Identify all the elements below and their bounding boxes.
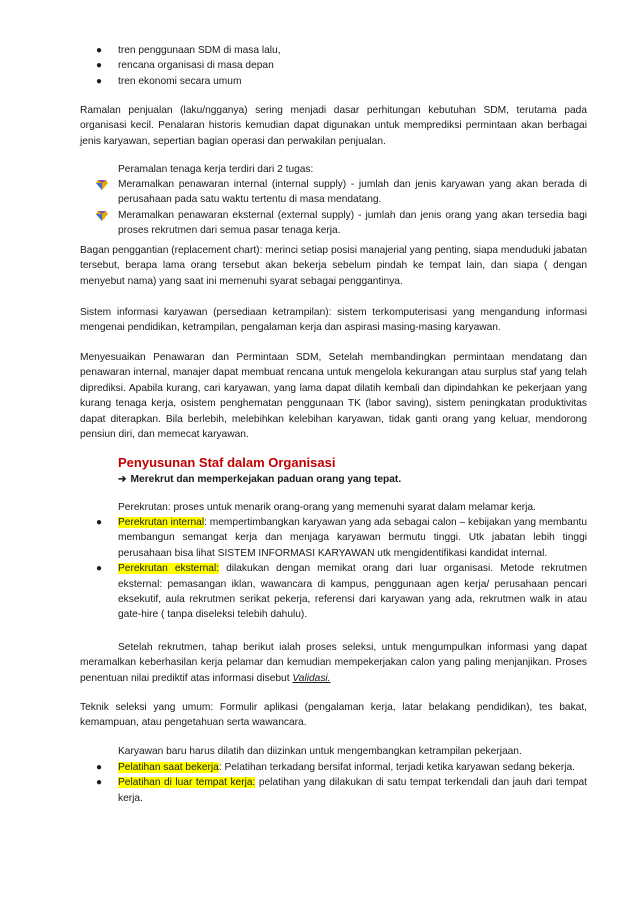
list-item: ● rencana organisasi di masa depan [96,58,587,73]
highlight-off-job-training: Pelatihan di luar tempat kerja: [118,777,256,789]
list-item: ● Pelatihan di luar tempat kerja: pelatihan yang dilakukan di satu tempat terkendali dan jauh dari tempat kerja. [96,777,588,804]
bullet-dot-icon: ● [96,762,103,773]
bullet-dot-icon: ● [96,563,103,575]
list-item: ● tren penggunaan SDM di masa lalu, [96,43,587,58]
replacement-chart-paragraph: Bagan penggantian (replacement chart): merinci setiap posisi manajerial yang penting, siapa menduduki jabatan tersebut, berapa lama orang tersebut akan bekerja sebelum pindah ke tempat lain, dan siapa ( dengan menyebut nama) yang saat ini memenuhi syarat sebagai penggantinya. [80,245,587,287]
section-heading: Penyusunan Staf dalam Organisasi [118,455,336,470]
highlight-on-job-training: Pelatihan saat bekerja [118,762,219,773]
selection-paragraph: Setelah rekrutmen, tahap berikut ialah proses seleksi, untuk mengumpulkan informasi yang dapat meramalkan keberhasilan kerja pelamar dan kemudian mempekerjakan calon yang paling menjanjikan. Proses penentuan nilai prediktif atas informasi disebut Validasi. [80,642,587,684]
selection-techniques-paragraph: Teknik seleksi yang umum: Formulir aplikasi (pengalaman kerja, latar belakang pendidikan), tes bakat, kemampuan, atau pengetahuan serta wawancara. [80,702,587,729]
validity-term: Validasi. [292,672,331,684]
list-item: ● tren ekonomi secara umum [96,74,587,89]
gem-bullet-icon [96,180,108,190]
recruitment-list [96,515,587,623]
list-item: Meramalkan penawaran eksternal (external supply) - jumlah dan jenis orang yang akan tersedia bagi proses rekrutmen dari semua pasar tenaga kerja. [118,208,587,239]
list-item: ● Perekrutan internal: mempertimbangkan karyawan yang ada sebagai calon – kebijakan yang membantu membangun semangat kerja dan menjaga karyawan bermutu tinggi. Utk jabatan lebih tinggi perusahaan bisa lihat SISTEM INFORMASI KARYAWAN utk mengidentifikasi kandidat internal. [96,517,588,559]
gem-bullet-icon [96,211,108,221]
supply-demand-paragraph: Menyesuaikan Penawaran dan Permintaan SDM, Setelah membandingkan permintaan mendatang dan penawaran internal, manajer dapat membuat rencana untuk mengelola kekurangan atau surplus staf yang telah diprediksi. Apabila kurang, cari karyawan, yang lama dapat dilatih kembali dan dipindahkan ke pekerjaan yang kurang tenaga kerja, osistem penghematan penggunaan TK (labor saving), sistem peningkatan produktivitas dapat diterapkan. Bila berlebih, melebihkan kelebihan karyawan, tidak ganti orang yang keluar, mendorong pensiun diri, dan memecat karyawan. [80,352,587,441]
bullet-dot-icon: ● [96,45,103,56]
bullet-dot-icon: ● [96,517,103,528]
arrow-right-icon: ➔ [118,474,127,485]
training-intro: Karyawan baru harus dilatih dan diizinkan untuk mengembangkan ketrampilan pekerjaan. [118,746,522,757]
highlight-external-recruitment: Perekrutan eksternal: [118,563,220,575]
employee-info-system-paragraph: Sistem informasi karyawan (persediaan ketrampilan): sistem terkomputerisasi yang mengandung informasi mengenai pendidikan, ketrampilan, pengalaman kerja dan aspirasi masing-masing karyawan. [80,307,587,334]
list-item: ● Perekrutan eksternal: dilakukan dengan memikat orang dari luar organisasi. Metode rekrutmen eksternal: pemasangan iklan, wawancara di kampus, penggunaan agen kerja/ perusahaan pencari eksekutif, aula rekrutmen serikat pekerja, referensi dari karyawan yang ada, rekrutmen walk in atau gate-hire ( tanpa diseleksi telebih dahulu). [96,563,587,621]
bullet-dot-icon: ● [96,60,103,72]
list-item: Meramalkan penawaran internal (internal supply) - jumlah dan jenis karyawan yang akan berada di perusahaan pada satu waktu tertentu di masa mendatang. [118,177,587,208]
section-subheading: ➔ Merekrut dan memperkejakan paduan orang yang tepat. [118,474,402,485]
forecast-list [118,177,587,239]
bullet-dot-icon: ● [96,75,103,87]
history-bullet-list [96,43,587,89]
recruitment-intro: Perekrutan: proses untuk menarik orang-orang yang memenuhi syarat dalam melamar kerja. [118,502,536,513]
highlight-internal-recruitment: Perekrutan internal [118,517,205,528]
forecast-intro: Peramalan tenaga kerja terdiri dari 2 tugas: [118,164,314,175]
training-list [96,760,587,806]
list-item: ● Pelatihan saat bekerja: Pelatihan terkadang bersifat informal, terjadi ketika karyawan sedang bekerja. [96,760,587,775]
sales-forecast-paragraph: Ramalan penjualan (laku/ngganya) sering menjadi dasar perhitungan kebutuhan SDM, terutama pada organisasi kecil. Penalaran historis kemudian dapat digunakan untuk memprediksi permintaan akan berbagai jenis karyawan, sepertian bagian operasi dan perwakilan penjualan. [80,105,587,147]
bullet-dot-icon: ● [96,777,103,789]
